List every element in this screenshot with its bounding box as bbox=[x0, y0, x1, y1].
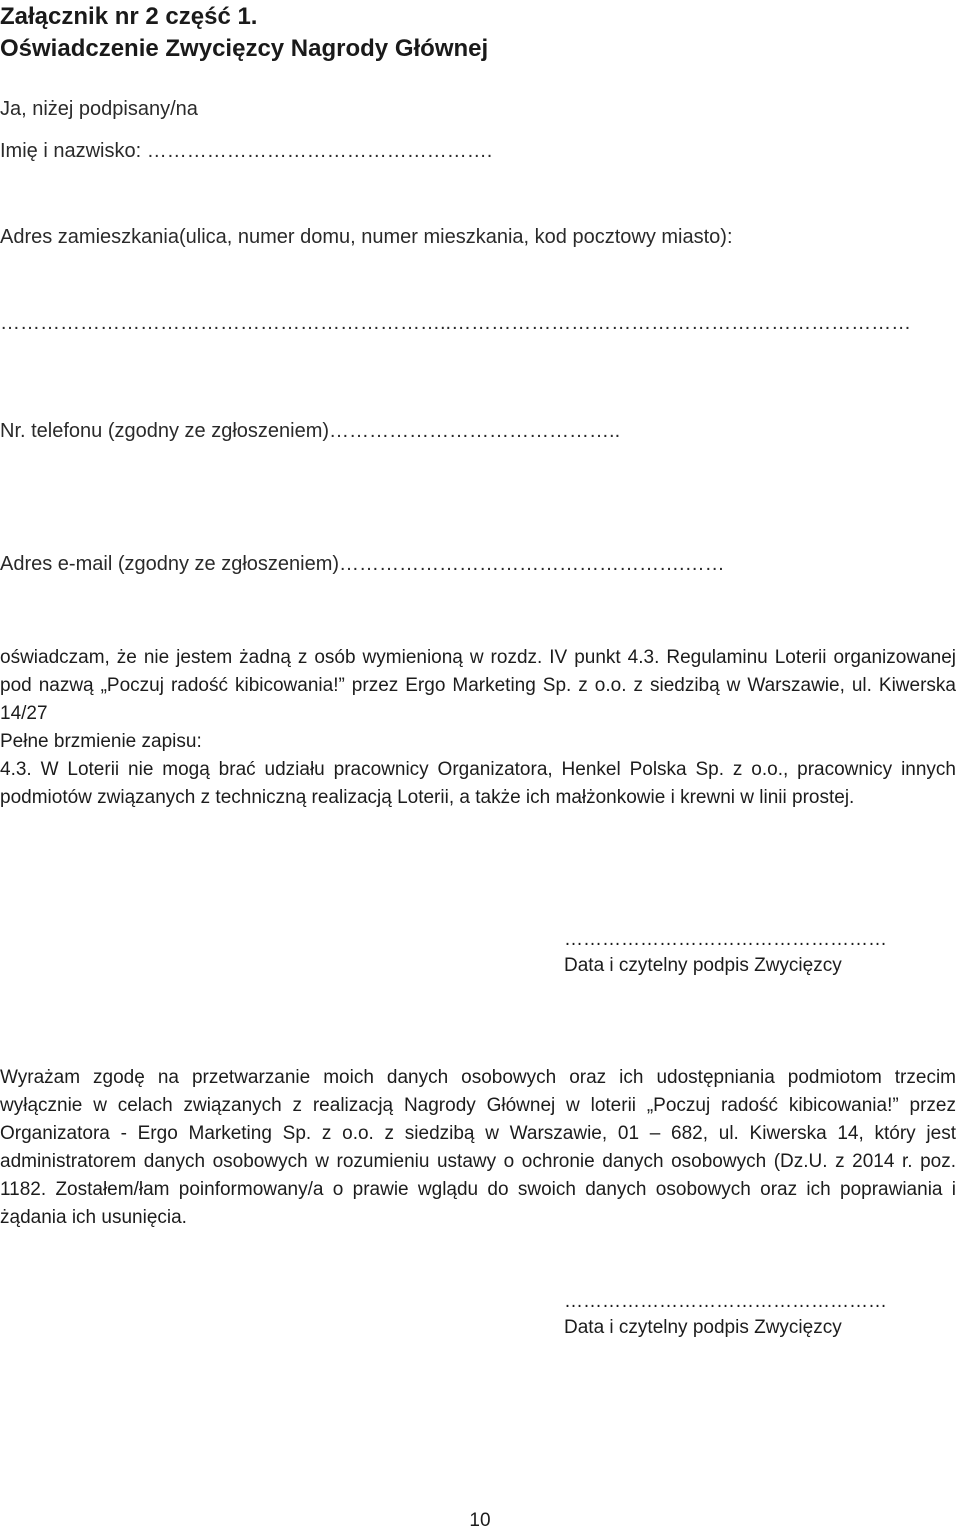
consent-paragraph bbox=[0, 1064, 956, 1232]
name-field-line: Imię i nazwisko: ……………………………………………. bbox=[0, 140, 493, 162]
signature-1-dotted-line: …………………………………………… bbox=[564, 929, 887, 950]
address-dotted-line: …………………………………………………………..…………………………………………………………… bbox=[0, 312, 912, 334]
declaration-title: Oświadczenie Zwycięzcy Nagrody Głównej bbox=[0, 35, 489, 62]
clause-subheading: Pełne brzmienie zapisu: bbox=[0, 731, 202, 752]
signature-2-dotted-line: …………………………………………… bbox=[564, 1291, 887, 1312]
phone-field-line: Nr. telefonu (zgodny ze zgłoszeniem)…………………………………….. bbox=[0, 420, 621, 442]
attachment-title: Załącznik nr 2 część 1. bbox=[0, 3, 258, 30]
email-field-line: Adres e-mail (zgodny ze zgłoszeniem)…………………………………………….…… bbox=[0, 553, 725, 575]
intro-line: Ja, niżej podpisany/na bbox=[0, 98, 198, 120]
signature-2-label: Data i czytelny podpis Zwycięzcy bbox=[564, 1317, 842, 1338]
signature-1-label: Data i czytelny podpis Zwycięzcy bbox=[564, 955, 842, 976]
declaration-text: oświadczam, że nie jestem żadną z osób wymienioną w rozdz. IV punkt 4.3. Regulaminu Loterii organizowanej pod nazwą „Poczuj radość kibicowania!” przez Ergo Marketing Sp. z o.o. z siedzibą w Warszawie, ul. Kiwerska 14/27 bbox=[0, 647, 956, 724]
page-number: 10 bbox=[469, 1510, 491, 1531]
consent-text: Wyrażam zgodę na przetwarzanie moich danych osobowych oraz ich udostępniania podmiotom trzecim wyłącznie w celach związanych z realizacją Nagrody Głównej w loterii „Poczuj radość kibicowania!” przez Organizatora - Ergo Marketing Sp. z o.o. z siedzibą w Warszawie, 01 – 682, ul. Kiwerska 14, który jest administratorem danych osobowych w rozumieniu ustawy o ochronie danych osobowych (Dz.U. z 2014 r. poz. 1182. Zostałem/łam poinformowany/a o prawie wglądu do swoich danych osobowych oraz ich poprawiania i żądania ich usunięcia. bbox=[0, 1067, 956, 1228]
declaration-paragraph bbox=[0, 644, 956, 812]
clause-text: 4.3. W Loterii nie mogą brać udziału pracownicy Organizatora, Henkel Polska Sp. z o.o., pracownicy innych podmiotów związanych z techniczną realizacją Loterii, a także ich małżonkowie i krewni w linii prostej. bbox=[0, 759, 956, 808]
address-label: Adres zamieszkania(ulica, numer domu, numer mieszkania, kod pocztowy miasto): bbox=[0, 226, 733, 248]
